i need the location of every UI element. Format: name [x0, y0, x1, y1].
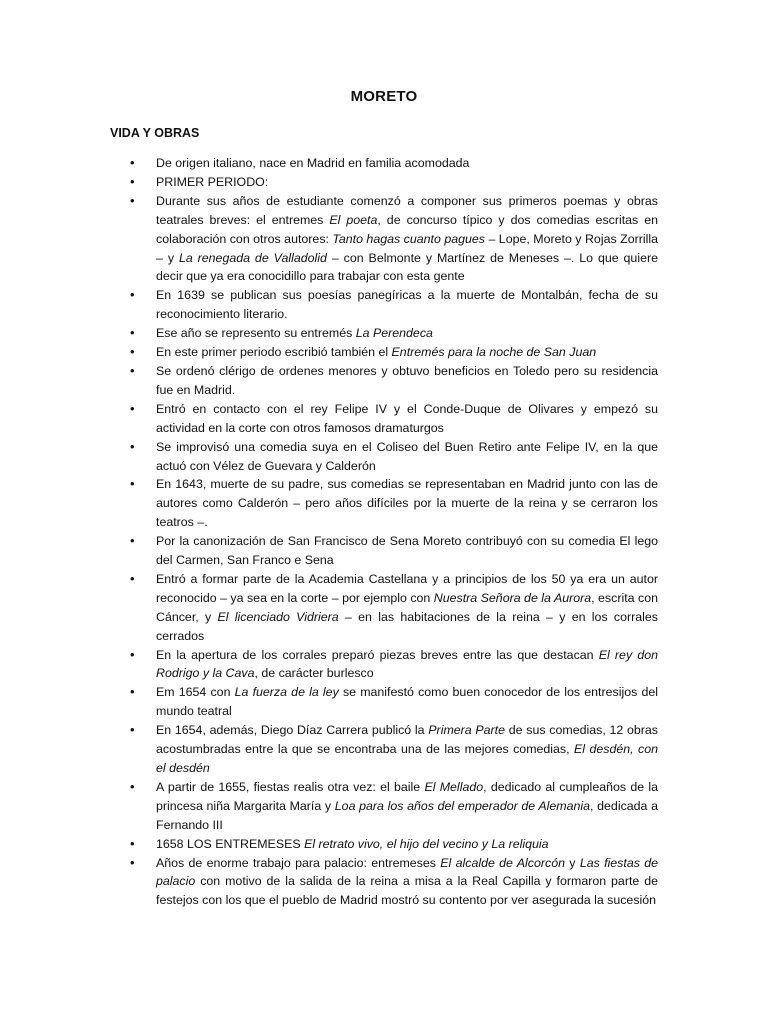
list-item: [110, 854, 658, 911]
list-item: [110, 778, 658, 835]
italic-text-run: Tanto hagas cuanto pagues: [332, 231, 485, 246]
text-run: A partir de 1655, fiestas realis otra vez: el baile: [156, 779, 425, 794]
italic-text-run: Las fiestas de palacio: [156, 855, 658, 889]
list-item: [110, 683, 658, 721]
text-run: Entró a formar parte de la Academia Castellana y a principios de los 50 ya era un autor reconocido – ya sea en la corte – por ejemplo con: [156, 571, 658, 605]
text-run: En este primer periodo escribió también el: [156, 345, 392, 360]
list-item: [110, 646, 658, 684]
text-run: Por la canonización de San Francisco de Sena Moreto contribuyó con su comedia El lego del Carmen, San Franco e Sena: [156, 534, 658, 568]
text-run: Se ordenó clérigo de ordenes menores y obtuvo beneficios en Toledo pero su residencia fue en Madrid.: [156, 363, 658, 397]
list-item: [110, 343, 658, 362]
text-run: En 1654, además, Diego Díaz Carrera publicó la: [156, 723, 429, 738]
text-run: , de carácter burlesco: [254, 666, 374, 681]
list-item: [110, 835, 658, 854]
text-run: Durante sus años de estudiante comenzó a componer sus primeros poemas y obras teatrales breves: el entremes: [156, 193, 658, 227]
section-heading: VIDA Y OBRAS: [110, 126, 200, 140]
list-item: [110, 362, 658, 400]
bullet-list: [110, 154, 658, 910]
text-run: , de concurso típico y dos comedias escritas en colaboración con otros autores:: [156, 212, 658, 246]
list-item: [110, 324, 658, 343]
list-item: [110, 475, 658, 532]
text-run: En la apertura de los corrales preparó piezas breves entre las que destacan: [156, 647, 599, 662]
text-run: De origen italiano, nace en Madrid en familia acomodada: [156, 156, 470, 170]
list-item: [110, 532, 658, 570]
italic-text-run: Nuestra Señora de la Aurora: [433, 590, 592, 605]
italic-text-run: El Mellado: [424, 779, 484, 794]
text-run: En 1639 se publican sus poesías panegíricas a la muerte de Montalbán, fecha de su reconocimiento literario.: [156, 288, 658, 322]
list-item: [110, 286, 658, 324]
italic-text-run: El retrato vivo, el hijo del vecino y La reliquia: [304, 836, 549, 851]
text-run: – con Belmonte y Martínez de Meneses –. Lo que quiere decir que ya era conocidillo para trabajar con esta gente: [156, 250, 658, 284]
italic-text-run: El alcalde de Alcorcón: [440, 855, 565, 870]
italic-text-run: La Perendeca: [355, 326, 433, 341]
italic-text-run: El poeta: [329, 212, 378, 227]
text-run: y: [565, 855, 580, 870]
text-run: con motivo de la salida de la reina a misa a la Real Capilla y formaron parte de festejos con los que el pueblo de Madrid mostró su contento por ver asegurada la sucesión: [156, 874, 658, 908]
list-item: [110, 192, 658, 287]
italic-text-run: La fuerza de la ley: [234, 685, 339, 700]
document-title: MORETO: [350, 88, 418, 105]
text-run: – Lope, Moreto y Rojas Zorrilla – y: [156, 231, 658, 265]
text-run: – en las habitaciones de la reina – y en los corrales cerrados: [156, 609, 658, 643]
italic-text-run: La renegada de Valladolid: [178, 250, 327, 265]
italic-text-run: El desdén, con el desdén: [156, 742, 658, 775]
list-item: [110, 173, 658, 192]
list-item: [110, 570, 658, 646]
list-item: [110, 400, 658, 438]
text-run: , dedicado al cumpleaños de la princesa niña Margarita María y: [156, 779, 659, 813]
italic-text-run: Loa para los años del emperador de Alemania: [334, 798, 591, 813]
italic-text-run: Entremés para la noche de San Juan: [391, 345, 597, 360]
list-item: [110, 154, 658, 173]
list-item: [110, 721, 658, 778]
text-run: de sus comedias, 12 obras acostumbradas entre la que se encontraba una de las mejores comedias,: [156, 723, 658, 757]
text-run: Ese año se represento su entremés: [156, 326, 356, 341]
text-run: 1658 LOS ENTREMESES: [156, 836, 305, 851]
italic-text-run: El licenciado Vidriera: [217, 609, 339, 624]
list-item: [110, 438, 658, 476]
italic-text-run: Primera Parte: [428, 723, 506, 738]
text-run: se manifestó como buen conocedor de los entresijos del mundo teatral: [156, 685, 658, 719]
text-run: , dedicada a Fernando III: [156, 798, 658, 832]
text-run: Años de enorme trabajo para palacio: entremeses: [156, 855, 441, 870]
text-run: En 1643, muerte de su padre, sus comedias se representaban en Madrid junto con las de autores como Calderón – pero años difíciles por la muerte de la reina y se cerraron los teatros –.: [156, 477, 658, 530]
italic-text-run: El rey don Rodrigo y la Cava: [156, 647, 658, 681]
text-run: , escrita con Cáncer, y: [156, 590, 658, 624]
text-run: Se improvisó una comedia suya en el Coliseo del Buen Retiro ante Felipe IV, en la que actuó con Vélez de Guevara y Calderón: [156, 439, 658, 473]
text-run: Em 1654 con: [156, 685, 235, 700]
text-run: PRIMER PERIODO:: [156, 174, 269, 189]
text-run: Entró en contacto con el rey Felipe IV y el Conde-Duque de Olivares y empezó su actividad en la corte con otros famosos dramaturgos: [156, 401, 658, 435]
